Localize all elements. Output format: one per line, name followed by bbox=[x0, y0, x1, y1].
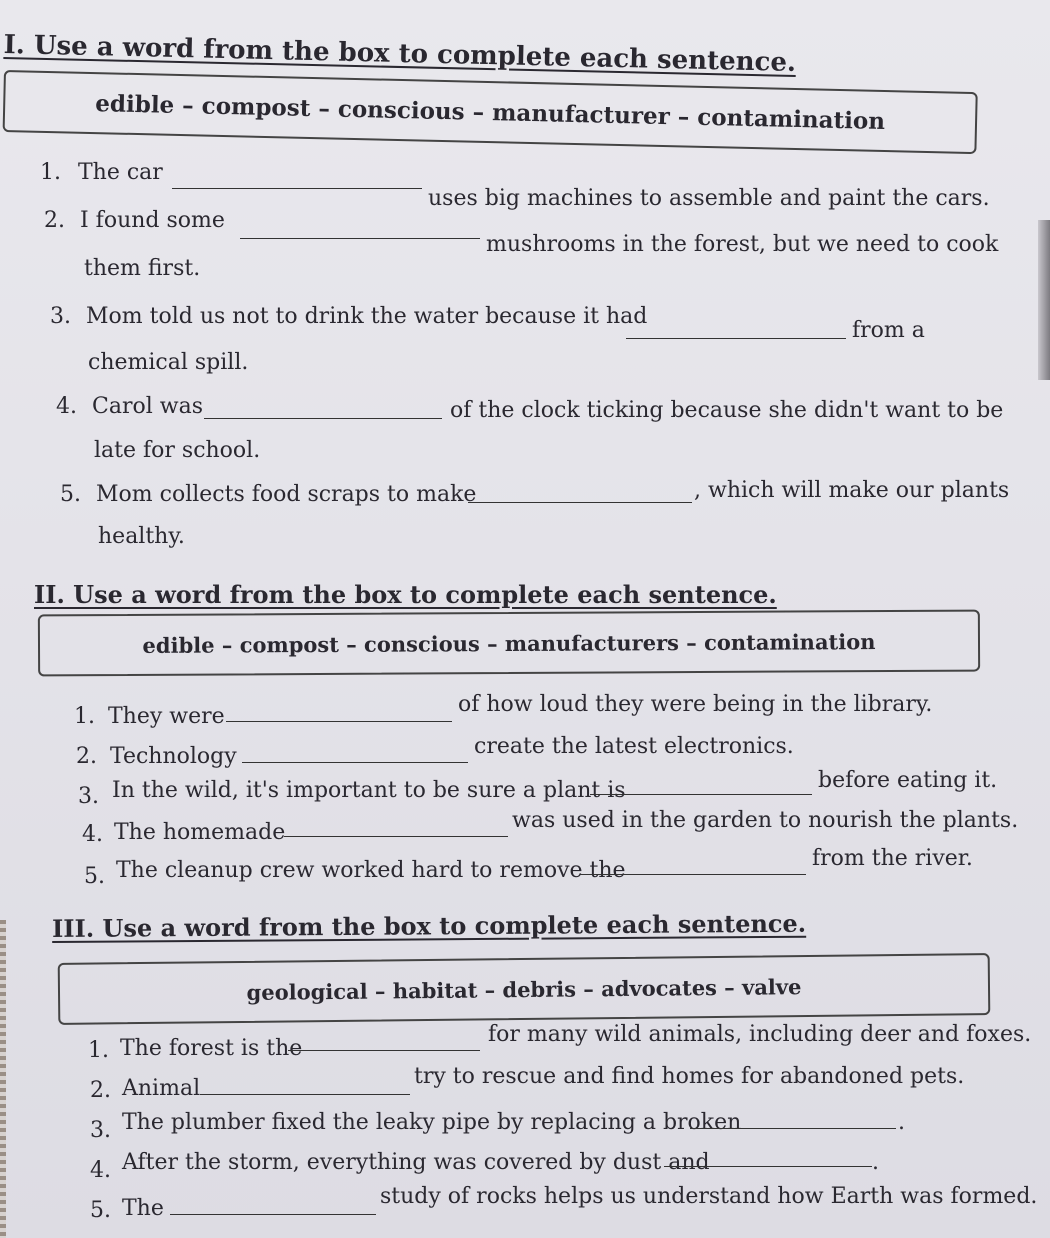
section-3-title: III. Use a word from the box to complete each sentence. bbox=[52, 908, 807, 943]
s3-item-3-blank[interactable] bbox=[690, 1128, 896, 1129]
s2-item-3-text-after: before eating it. bbox=[818, 768, 998, 793]
section-3-word-box bbox=[58, 953, 991, 1025]
s2-item-3-blank[interactable] bbox=[590, 794, 812, 795]
section-2-title: II. Use a word from the box to complete each sentence. bbox=[34, 580, 777, 609]
s3-item-2-number: 2. bbox=[90, 1078, 111, 1103]
s3-item-4-text-after: . bbox=[872, 1150, 879, 1175]
section-2-word-list: edible – compost – conscious – manufacturers – contamination bbox=[142, 628, 876, 658]
s3-item-3-text-before: The plumber fixed the leaky pipe by replacing a broken bbox=[122, 1110, 742, 1135]
s1-item-5-text-before: Mom collects food scraps to make bbox=[96, 482, 477, 507]
s1-item-1-text-after: uses big machines to assemble and paint the cars. bbox=[428, 186, 990, 211]
s2-item-4-blank[interactable] bbox=[284, 836, 508, 837]
s3-item-3-number: 3. bbox=[90, 1118, 111, 1143]
s1-item-3-blank[interactable] bbox=[626, 338, 846, 339]
s3-item-2-text-before: Animal bbox=[122, 1076, 201, 1101]
s1-item-2-text-before: I found some bbox=[80, 208, 225, 233]
s3-item-4-text-before: After the storm, everything was covered by dust and bbox=[122, 1150, 710, 1175]
s1-item-4-text-after: of the clock ticking because she didn't want to be bbox=[450, 398, 1004, 423]
s1-item-2-text-after: mushrooms in the forest, but we need to cook bbox=[486, 232, 999, 257]
s1-item-5-number: 5. bbox=[60, 482, 81, 507]
s3-item-5-number: 5. bbox=[90, 1198, 111, 1223]
s1-item-3-continuation: chemical spill. bbox=[88, 350, 249, 375]
s1-item-4-blank[interactable] bbox=[204, 418, 442, 419]
s2-item-1-text-before: They were bbox=[108, 704, 225, 729]
s2-item-2-text-before: Technology bbox=[110, 744, 237, 769]
s2-item-4-number: 4. bbox=[82, 822, 103, 847]
s2-item-2-blank[interactable] bbox=[242, 762, 468, 763]
s3-item-1-number: 1. bbox=[88, 1038, 109, 1063]
s3-item-4-number: 4. bbox=[90, 1158, 111, 1183]
section-1-title: I. Use a word from the box to complete each sentence. bbox=[3, 30, 797, 78]
s3-item-5-text-after: study of rocks helps us understand how Earth was formed. bbox=[380, 1184, 1038, 1209]
s3-item-1-text-before: The forest is the bbox=[120, 1036, 303, 1061]
s1-item-5-text-after: , which will make our plants bbox=[694, 478, 1010, 503]
s2-item-4-text-before: The homemade bbox=[114, 820, 286, 845]
section-3-word-list: geological – habitat – debris – advocates – valve bbox=[246, 973, 802, 1005]
s2-item-5-number: 5. bbox=[84, 864, 105, 889]
s1-item-5-continuation: healthy. bbox=[98, 524, 185, 549]
binder-edge bbox=[0, 920, 6, 1238]
page-edge-shadow bbox=[1038, 220, 1050, 380]
s3-item-3-text-after: . bbox=[898, 1110, 905, 1135]
s2-item-3-text-before: In the wild, it's important to be sure a plant is bbox=[112, 778, 626, 803]
s2-item-1-blank[interactable] bbox=[226, 721, 452, 722]
s1-item-3-number: 3. bbox=[50, 304, 71, 329]
s2-item-5-text-after: from the river. bbox=[812, 846, 973, 871]
s1-item-1-blank[interactable] bbox=[172, 188, 422, 189]
s3-item-4-blank[interactable] bbox=[664, 1166, 872, 1167]
section-2-word-box bbox=[38, 610, 980, 677]
s2-item-5-text-before: The cleanup crew worked hard to remove the bbox=[116, 858, 626, 883]
s3-item-1-text-after: for many wild animals, including deer and foxes. bbox=[488, 1022, 1032, 1047]
s2-item-2-number: 2. bbox=[76, 744, 97, 769]
s3-item-5-blank[interactable] bbox=[170, 1214, 376, 1215]
s1-item-5-blank[interactable] bbox=[468, 502, 692, 503]
s2-item-2-text-after: create the latest electronics. bbox=[474, 734, 794, 759]
s2-item-1-number: 1. bbox=[74, 704, 95, 729]
s1-item-1-number: 1. bbox=[40, 160, 61, 185]
s3-item-2-text-after: try to rescue and find homes for abandoned pets. bbox=[414, 1064, 965, 1089]
s2-item-3-number: 3. bbox=[78, 784, 99, 809]
s1-item-3-text-before: Mom told us not to drink the water because it had bbox=[86, 304, 648, 329]
s3-item-5-text-before: The bbox=[122, 1196, 164, 1221]
s1-item-4-continuation: late for school. bbox=[94, 438, 261, 463]
s2-item-1-text-after: of how loud they were being in the library. bbox=[458, 692, 933, 717]
s2-item-5-blank[interactable] bbox=[580, 874, 806, 875]
s1-item-2-blank[interactable] bbox=[240, 238, 480, 239]
s1-item-1-text-before: The car bbox=[78, 160, 163, 185]
s2-item-4-text-after: was used in the garden to nourish the plants. bbox=[512, 808, 1019, 833]
s1-item-3-text-after: from a bbox=[852, 318, 925, 343]
section-1-word-box bbox=[3, 70, 978, 154]
s3-item-1-blank[interactable] bbox=[288, 1050, 480, 1051]
s1-item-2-number: 2. bbox=[44, 208, 65, 233]
s1-item-4-text-before: Carol was bbox=[92, 394, 203, 419]
section-1-word-list: edible – compost – conscious – manufacturer – contamination bbox=[95, 89, 886, 135]
s3-item-2-blank[interactable] bbox=[200, 1094, 410, 1095]
s1-item-2-continuation: them first. bbox=[84, 256, 201, 281]
s1-item-4-number: 4. bbox=[56, 394, 77, 419]
